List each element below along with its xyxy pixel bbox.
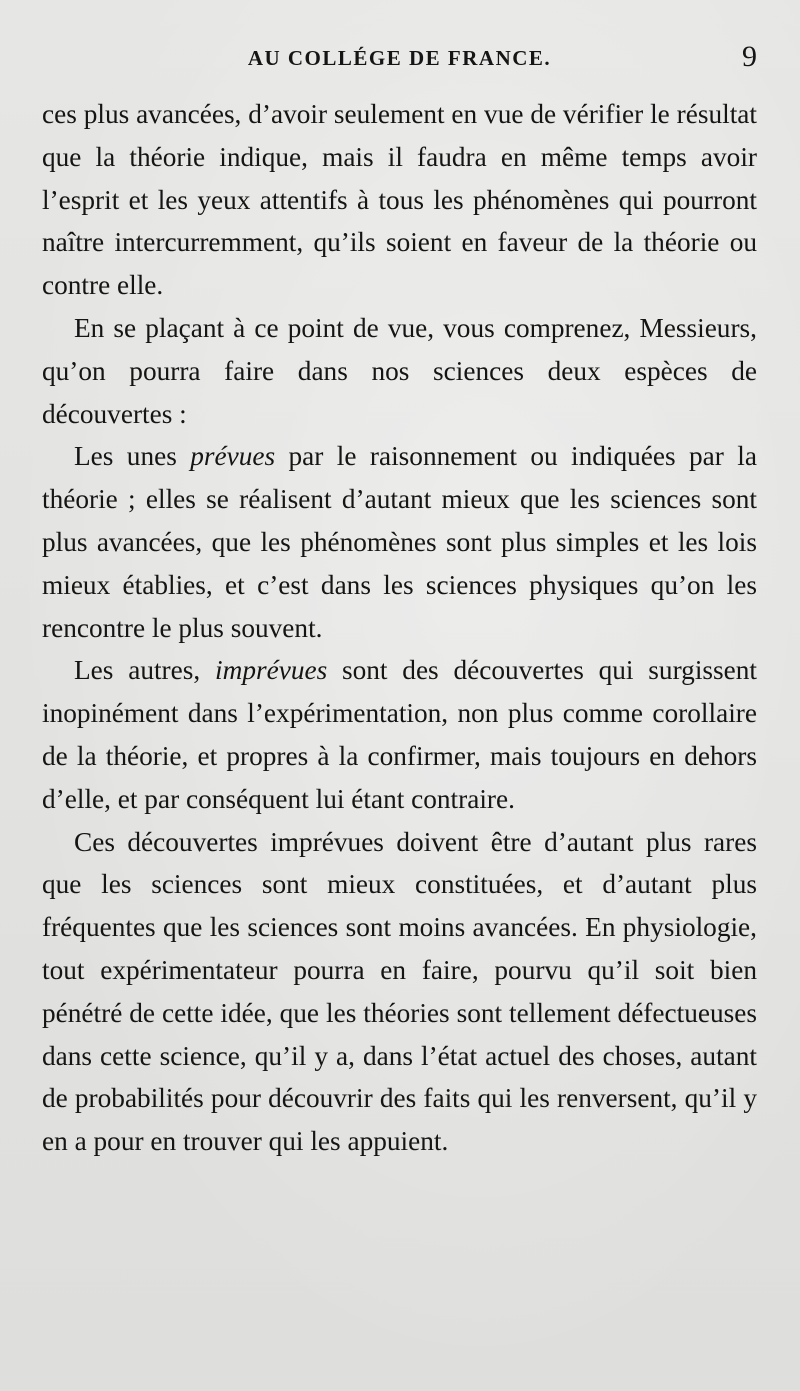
italic-term: imprévues: [215, 655, 328, 686]
paragraph-2: [42, 307, 757, 435]
paragraph-text: sont des découvertes qui surgissent inopinément dans l’expérimentation, non plus comme corollaire de la théorie, et propres à la confirmer, mais toujours en dehors d’elle, et par conséquent lui étant contraire.: [42, 655, 757, 814]
paragraph-3: [42, 435, 757, 649]
paragraph-text: En se plaçant à ce point de vue, vous comprenez, Messieurs, qu’on pourra faire dans nos sciences deux espèces de découvertes :: [42, 312, 757, 429]
page-number: 9: [742, 40, 757, 73]
running-title: AU COLLÉGE DE FRANCE.: [247, 46, 552, 70]
paragraph-text: Ces découvertes imprévues doivent être d’autant plus rares que les sciences sont mieux constituées, et d’autant plus fréquentes que les sciences sont moins avancées. En physiologie, tout expérimentateur pourra en faire, pourvu qu’il soit bien pénétré de cette idée, que les théories sont tellement défectueuses dans cette science, qu’il y a, dans l’état actuel des choses, autant de probabilités pour découvrir des faits qui les renversent, qu’il y en a pour en trouver qui les appuient.: [42, 826, 757, 1157]
italic-term: prévues: [190, 441, 276, 472]
paragraph-text: Les unes: [74, 441, 191, 472]
paragraph-text: Les autres,: [74, 655, 216, 686]
paragraph-1: [42, 93, 757, 307]
paragraph-5: [42, 821, 757, 1163]
paragraph-4: [42, 649, 757, 820]
body-text: [42, 93, 757, 1163]
page-header: [42, 42, 757, 78]
paragraph-text: par le raisonnement ou indiquées par la théorie ; elles se réalisent d’autant mieux que les sciences sont plus avancées, que les phénomènes sont plus simples et les lois mieux établies, et c’est dans les sciences physiques qu’on les rencontre le plus souvent.: [42, 441, 757, 643]
paragraph-text: ces plus avancées, d’avoir seulement en vue de vérifier le résultat que la théorie indique, mais il faudra en même temps avoir l’esprit et les yeux attentifs à tous les phénomènes qui pourront naître intercurremment, qu’ils soient en faveur de la théorie ou contre elle.: [42, 99, 757, 301]
